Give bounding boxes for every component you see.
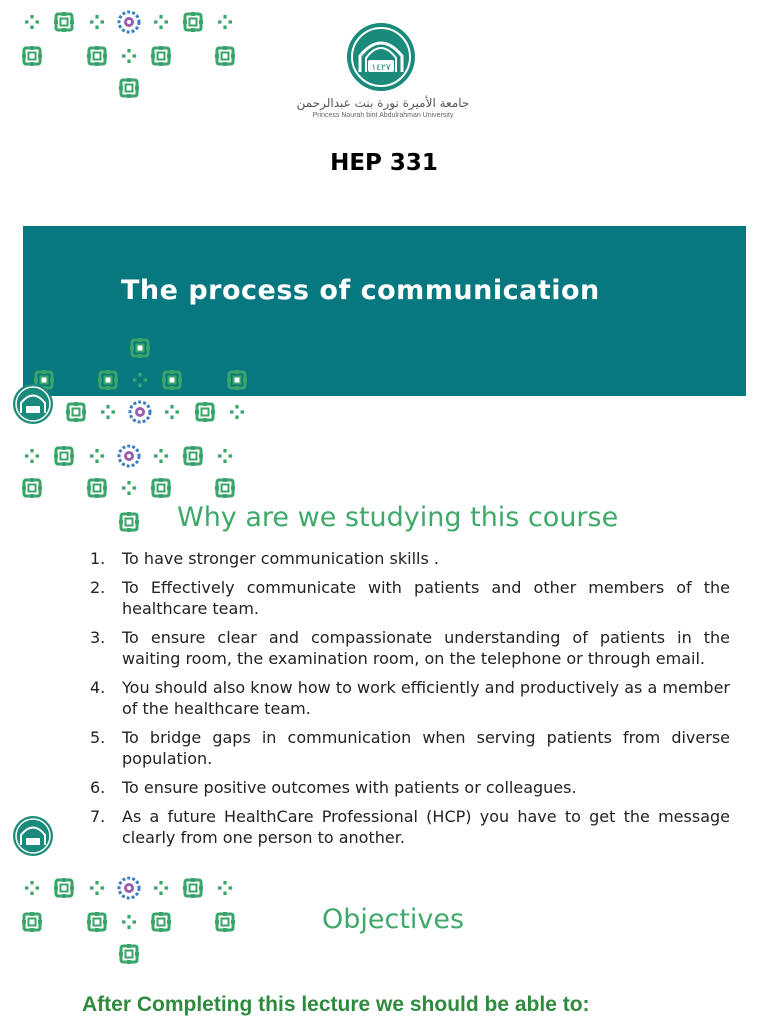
list-item: 6. To ensure positive outcomes with patients or colleagues. xyxy=(90,778,577,797)
university-name-arabic: جامعة الأميرة نورة بنت عبدالرحمن xyxy=(296,96,470,110)
reasons-list xyxy=(90,548,730,856)
university-name-english: Princess Nourah bint Abdulrahman University xyxy=(312,112,454,119)
ornament-pattern-middle xyxy=(18,334,258,504)
small-logo-1 xyxy=(12,383,54,425)
list-item: 1. To have stronger communication skills . xyxy=(90,549,439,568)
ornament-pattern-top xyxy=(18,8,248,108)
objectives-heading: Objectives xyxy=(322,904,465,935)
list-item: 3. To ensure clear and compassionate understanding of patients in the waiting room, the examination room, on the telephone or through email. xyxy=(90,628,730,668)
list-item: 4. You should also know how to work efficiently and productively as a member of the healthcare team. xyxy=(90,678,730,718)
list-item: 7. As a future HealthCare Professional (HCP) you have to get the message clearly from one person to another. xyxy=(90,807,730,847)
list-item: 2. To Effectively communicate with patients and other members of the healthcare team. xyxy=(90,578,730,618)
logo-year: ١٤٢٧ xyxy=(371,63,391,73)
ornament-pattern-bottom xyxy=(18,874,248,970)
heading-bullet-icon xyxy=(117,510,141,534)
slide-title: The process of communication xyxy=(121,275,600,306)
objectives-subheading: After Completing this lecture we should be able to: xyxy=(82,993,590,1016)
university-logo xyxy=(346,22,416,92)
why-heading: Why are we studying this course xyxy=(177,502,619,533)
course-code-title: HEP 331 xyxy=(330,150,438,176)
small-logo-2 xyxy=(12,815,54,857)
list-item: 5. To bridge gaps in communication when serving patients from diverse population. xyxy=(90,728,730,768)
